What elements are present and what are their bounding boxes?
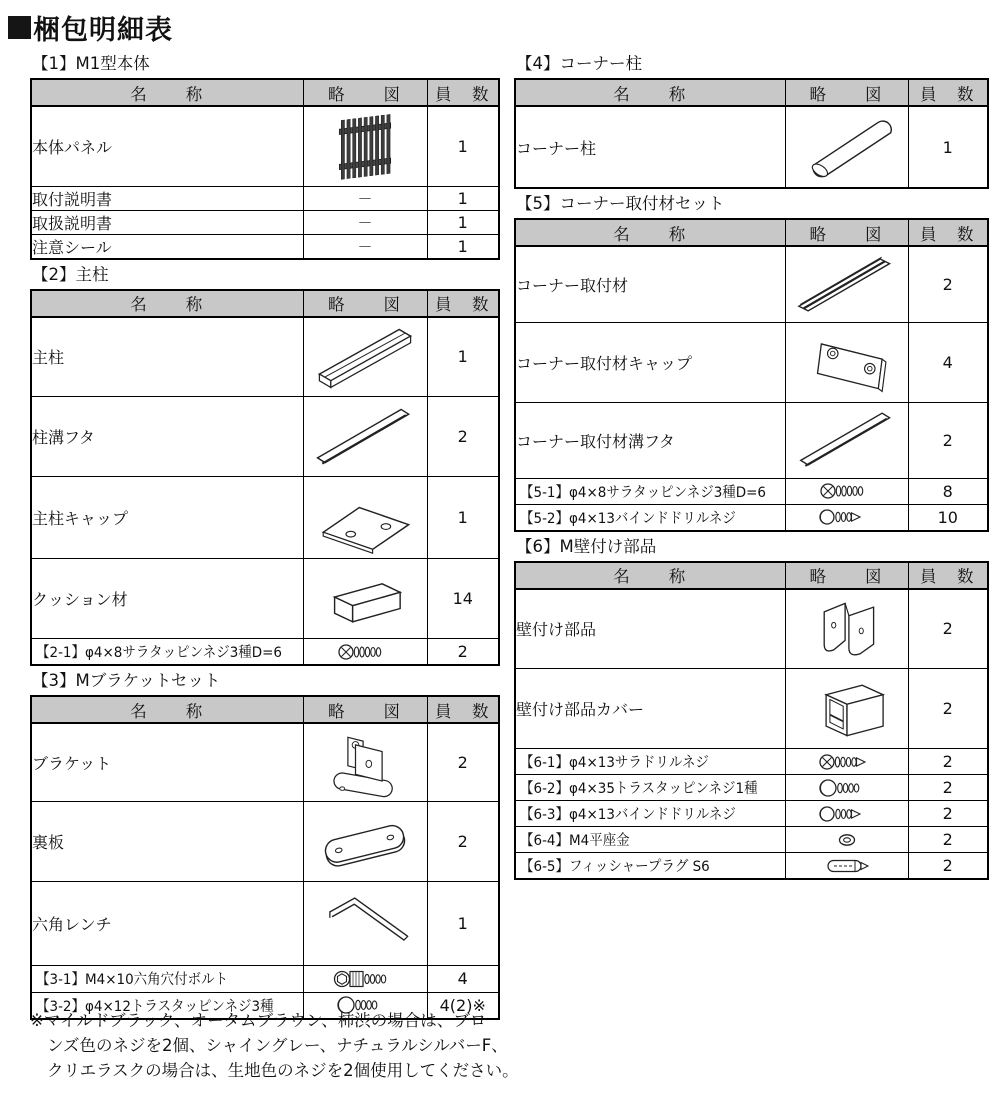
cap-plate-icon xyxy=(306,480,424,556)
part-sketch xyxy=(303,639,427,666)
part-sketch xyxy=(785,749,908,775)
part-qty: 2 xyxy=(427,723,499,801)
part-name xyxy=(31,639,303,666)
part-qty: 1 xyxy=(427,210,499,234)
parts-table-4 xyxy=(514,78,989,189)
left-column xyxy=(30,50,500,1020)
part-sketch xyxy=(785,322,908,402)
bind-drill-screw-icon xyxy=(812,506,882,528)
corner-post-icon xyxy=(788,109,906,185)
flat-tapping-screw-icon xyxy=(812,480,882,502)
hex-socket-bolt-icon xyxy=(330,968,400,990)
part-name-text: 【6-3】φ4×13バインドドリルネジ xyxy=(520,807,736,823)
part-sketch xyxy=(303,801,427,881)
part-qty: 2 xyxy=(908,589,988,669)
table-header-row xyxy=(515,79,988,106)
col-header-sketch: 略 図 xyxy=(303,79,427,106)
section-label-1: 【1】M1型本体 xyxy=(32,54,150,73)
table-row xyxy=(31,477,499,559)
col-header-sketch: 略 図 xyxy=(303,290,427,317)
table-header-row xyxy=(31,290,499,317)
part-name-text: 【6-2】φ4×35トラスタッピンネジ1種 xyxy=(520,781,758,797)
groove-cover-icon xyxy=(788,403,906,477)
part-qty: 4 xyxy=(908,322,988,402)
table-row xyxy=(515,853,988,880)
table-header-row xyxy=(31,79,499,106)
table-row xyxy=(31,965,499,992)
part-sketch xyxy=(785,504,908,531)
table-row xyxy=(31,723,499,801)
table-row xyxy=(31,234,499,259)
bind-drill-screw-icon xyxy=(812,803,882,825)
parts-table-1 xyxy=(30,78,500,260)
flat-tapping-screw-icon xyxy=(330,641,400,663)
col-header-qty: 員 数 xyxy=(427,696,499,723)
part-name-text: 【5-2】φ4×13バインドドリルネジ xyxy=(520,510,736,527)
part-qty: 1 xyxy=(427,106,499,186)
part-qty: 1 xyxy=(427,186,499,210)
part-sketch xyxy=(785,853,908,880)
post-profile-icon xyxy=(306,319,424,395)
part-sketch xyxy=(785,246,908,322)
table-row xyxy=(31,397,499,477)
part-sketch xyxy=(785,478,908,504)
part-sketch xyxy=(303,397,427,477)
bracket-icon xyxy=(306,724,424,800)
col-header-name: 名 称 xyxy=(31,79,303,106)
truss-screw-icon xyxy=(812,777,882,799)
fischer-plug-icon xyxy=(812,855,882,877)
part-name: コーナー取付材 xyxy=(515,246,785,322)
part-qty: 2 xyxy=(908,775,988,801)
table-row xyxy=(515,827,988,853)
part-qty: 1 xyxy=(908,106,988,188)
part-sketch: － xyxy=(303,210,427,234)
parts-table-3 xyxy=(30,695,500,1020)
col-header-name: 名 称 xyxy=(31,290,303,317)
part-qty: 2 xyxy=(427,397,499,477)
part-qty: 4 xyxy=(427,965,499,992)
part-sketch xyxy=(303,106,427,186)
parts-table-6 xyxy=(514,561,989,881)
right-column xyxy=(514,50,989,880)
table-row xyxy=(31,801,499,881)
corner-attachment-icon xyxy=(788,247,906,321)
groove-cover-icon xyxy=(306,399,424,475)
footnote xyxy=(30,1008,590,1083)
col-header-qty: 員 数 xyxy=(908,219,988,246)
title-bullet-square xyxy=(8,16,31,39)
section-label-2: 【2】主柱 xyxy=(32,264,109,284)
part-name: 六角レンチ xyxy=(31,881,303,965)
part-qty: 2 xyxy=(908,801,988,827)
part-qty: 1 xyxy=(427,477,499,559)
flat-drill-screw-icon xyxy=(812,751,882,773)
col-header-sketch: 略 図 xyxy=(785,219,908,246)
part-sketch: － xyxy=(303,186,427,210)
part-name: 壁付け部品カバー xyxy=(515,669,785,749)
part-name xyxy=(515,775,785,801)
part-name: コーナー取付材キャップ xyxy=(515,322,785,402)
col-header-sketch: 略 図 xyxy=(303,696,427,723)
part-name xyxy=(515,827,785,853)
part-name-text: 【2-1】φ4×8サラタッピンネジ3種D=6 xyxy=(36,645,283,661)
part-qty: 8 xyxy=(908,478,988,504)
part-sketch xyxy=(303,317,427,397)
part-name-text: 【6-5】フィッシャープラグ S6 xyxy=(520,859,710,875)
part-name: 本体パネル xyxy=(31,106,303,186)
footnote-line: クリエラスクの場合は、生地色のネジを2個使用してください。 xyxy=(47,1061,519,1080)
part-name: 裏板 xyxy=(31,801,303,881)
footnote-line: ※マイルドブラック、オータムブラウン、柿渋の場合は、ブロ xyxy=(30,1011,487,1030)
section-label-6: 【6】M壁付け部品 xyxy=(516,536,657,556)
part-name xyxy=(31,965,303,992)
part-qty: 2 xyxy=(908,402,988,478)
part-name: 主柱 xyxy=(31,317,303,397)
part-qty: 2 xyxy=(908,246,988,322)
part-qty: 2 xyxy=(908,749,988,775)
part-name-text: 【6-4】M4平座金 xyxy=(520,833,630,849)
part-qty: 14 xyxy=(427,559,499,639)
parts-table-5 xyxy=(514,218,989,532)
col-header-qty: 員 数 xyxy=(908,79,988,106)
table-header-row xyxy=(31,696,499,723)
part-name-text: 【3-2】φ4×12トラスタッピンネジ3種 xyxy=(36,998,274,1015)
part-name: 柱溝フタ xyxy=(31,397,303,477)
part-name: コーナー柱 xyxy=(515,106,785,188)
part-qty: 2 xyxy=(427,801,499,881)
col-header-name: 名 称 xyxy=(515,79,785,106)
part-name xyxy=(515,478,785,504)
col-header-name: 名 称 xyxy=(515,219,785,246)
table-row xyxy=(515,589,988,669)
table-row xyxy=(31,559,499,639)
part-qty: 10 xyxy=(908,504,988,531)
table-row xyxy=(31,106,499,186)
parts-table-2 xyxy=(30,289,500,667)
flat-washer-icon xyxy=(812,829,882,851)
part-sketch xyxy=(303,477,427,559)
corner-cap-icon xyxy=(788,324,906,400)
part-name xyxy=(515,801,785,827)
table-header-row xyxy=(515,562,988,589)
part-name: クッション材 xyxy=(31,559,303,639)
table-row xyxy=(515,322,988,402)
part-sketch xyxy=(303,559,427,639)
part-qty: 1 xyxy=(427,317,499,397)
table-row xyxy=(515,106,988,188)
table-row xyxy=(31,186,499,210)
part-sketch xyxy=(785,669,908,749)
part-sketch xyxy=(785,402,908,478)
part-qty: 2 xyxy=(908,853,988,880)
part-sketch xyxy=(303,965,427,992)
part-name-text: 【5-1】φ4×8サラタッピンネジ3種D=6 xyxy=(520,484,767,501)
part-sketch xyxy=(303,723,427,801)
part-name: 取扱説明書 xyxy=(31,210,303,234)
table-header-row xyxy=(515,219,988,246)
wall-cover-icon xyxy=(788,671,906,747)
col-header-qty: 員 数 xyxy=(908,562,988,589)
table-row xyxy=(515,669,988,749)
col-header-sketch: 略 図 xyxy=(785,79,908,106)
wall-bracket-icon xyxy=(788,591,906,667)
part-sketch xyxy=(785,827,908,853)
table-row xyxy=(31,317,499,397)
table-row xyxy=(515,801,988,827)
hex-wrench-icon xyxy=(306,885,424,961)
part-sketch xyxy=(785,775,908,801)
table-row xyxy=(515,246,988,322)
part-qty: 4(2)※ xyxy=(427,992,499,1019)
part-sketch xyxy=(785,589,908,669)
part-name: コーナー取付材溝フタ xyxy=(515,402,785,478)
table-row xyxy=(31,210,499,234)
part-sketch xyxy=(785,106,908,188)
part-qty: 2 xyxy=(908,669,988,749)
page-title xyxy=(8,8,173,47)
cushion-block-icon xyxy=(306,561,424,637)
part-name: 取付説明書 xyxy=(31,186,303,210)
part-qty: 1 xyxy=(427,881,499,965)
part-sketch xyxy=(785,801,908,827)
part-name xyxy=(515,749,785,775)
part-qty: 2 xyxy=(908,827,988,853)
fence-panel-icon xyxy=(306,108,424,184)
part-name-text: 【3-1】M4×10六角穴付ボルト xyxy=(36,972,229,988)
part-qty: 2 xyxy=(427,639,499,666)
col-header-qty: 員 数 xyxy=(427,79,499,106)
part-name: 注意シール xyxy=(31,234,303,259)
table-row xyxy=(31,881,499,965)
part-sketch xyxy=(303,881,427,965)
page-title-text: 梱包明細表 xyxy=(33,15,173,46)
table-row xyxy=(515,504,988,531)
part-name: 壁付け部品 xyxy=(515,589,785,669)
part-name: ブラケット xyxy=(31,723,303,801)
section-label-3: 【3】Mブラケットセット xyxy=(32,671,221,690)
part-name xyxy=(515,853,785,880)
section-label-5: 【5】コーナー取付材セット xyxy=(516,194,725,213)
col-header-qty: 員 数 xyxy=(427,290,499,317)
part-qty: 1 xyxy=(427,234,499,259)
col-header-sketch: 略 図 xyxy=(785,562,908,589)
table-row xyxy=(515,478,988,504)
section-label-4: 【4】コーナー柱 xyxy=(516,54,642,73)
table-row xyxy=(515,402,988,478)
part-name-text: 【6-1】φ4×13サラドリルネジ xyxy=(520,755,709,771)
footnote-line: ンズ色のネジを2個、シャイングレー、ナチュラルシルバーF、 xyxy=(47,1036,508,1055)
table-row xyxy=(515,775,988,801)
col-header-name: 名 称 xyxy=(515,562,785,589)
part-name xyxy=(515,504,785,531)
part-sketch: － xyxy=(303,234,427,259)
part-name: 主柱キャップ xyxy=(31,477,303,559)
back-plate-icon xyxy=(306,803,424,879)
table-row xyxy=(515,749,988,775)
table-row xyxy=(31,639,499,666)
col-header-name: 名 称 xyxy=(31,696,303,723)
